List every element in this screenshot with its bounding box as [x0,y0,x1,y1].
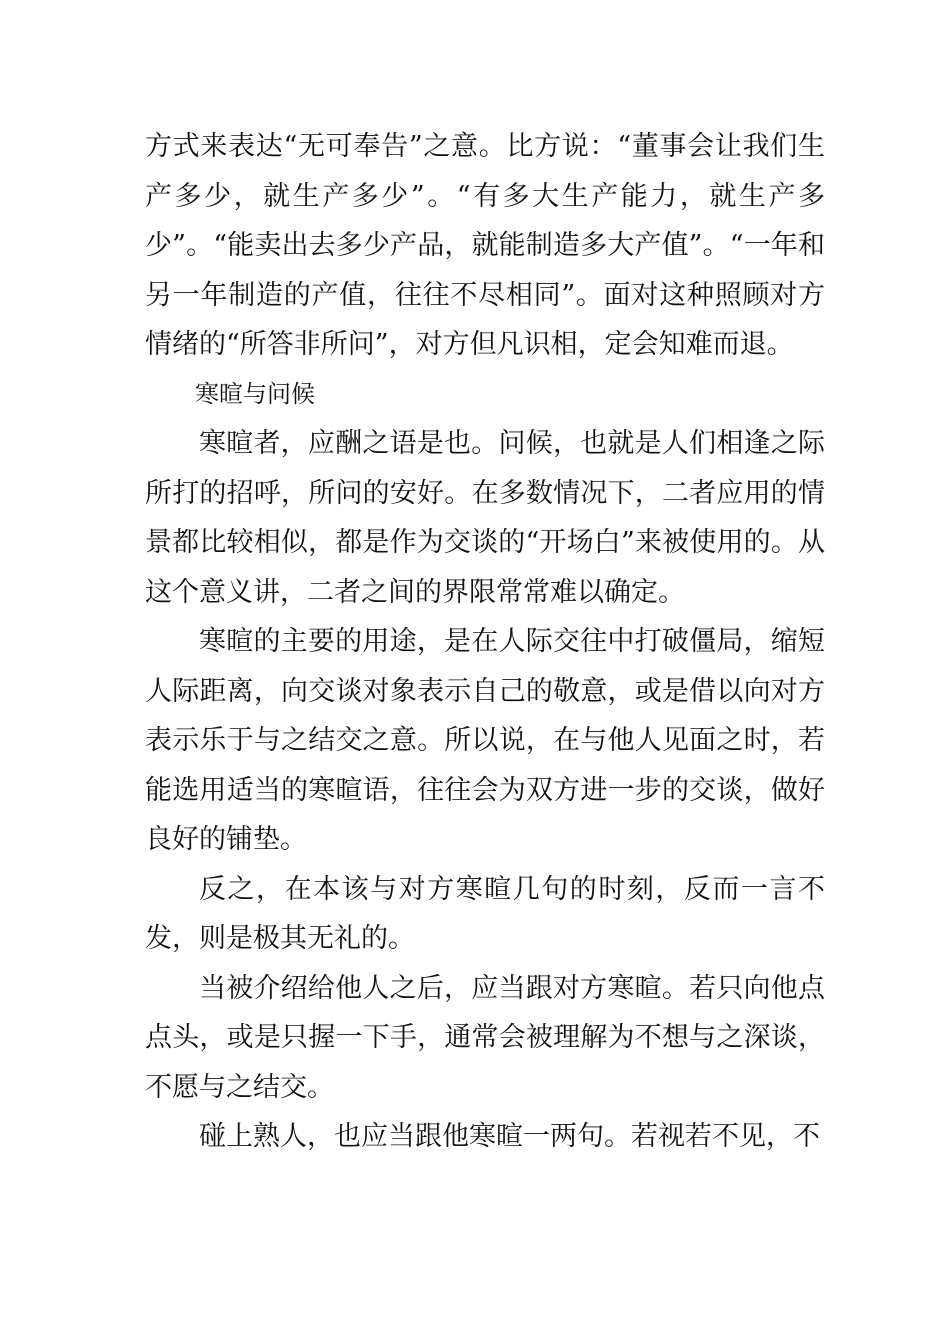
section-heading: 寒暄与问候 [195,379,315,408]
paragraph: 反之，在本该与对方寒暄几句的时刻，反而一言不发，则是极其无礼的。 [145,873,825,954]
document-body [145,122,825,1162]
paragraph: 寒暄的主要的用途，是在人际交往中打破僵局，缩短人际距离，向交谈对象表示自己的敬意，或是借以向对方表示乐于与之结交之意。所以说，在与他人见面之时，若能选用适当的寒暄语，往往会为双方进一步的交谈，做好良好的铺垫。 [145,626,825,855]
paragraph: 当被介绍给他人之后，应当跟对方寒暄。若只向他点点头，或是只握一下手，通常会被理解为不想与之深谈，不愿与之结交。 [145,972,825,1103]
paragraph: 碰上熟人，也应当跟他寒暄一两句。若视若不见，不 [199,1121,820,1152]
paragraph-continuation: 方式来表达“无可奉告”之意。比方说：“董事会让我们生产多少，就生产多少”。“有多大生产能力，就生产多少”。“能卖出去多少产品，就能制造多大产值”。“一年和另一年制造的产值，往往不尽相同”。面对这种照顾对方情绪的“所答非所问”，对方但凡识相，定会知难而退。 [145,131,825,360]
paragraph: 寒暄者，应酬之语是也。问候，也就是人们相逢之际所打的招呼，所问的安好。在多数情况下，二者应用的情景都比较相似，都是作为交谈的“开场白”来被使用的。从这个意义讲，二者之间的界限常常难以确定。 [145,428,825,608]
